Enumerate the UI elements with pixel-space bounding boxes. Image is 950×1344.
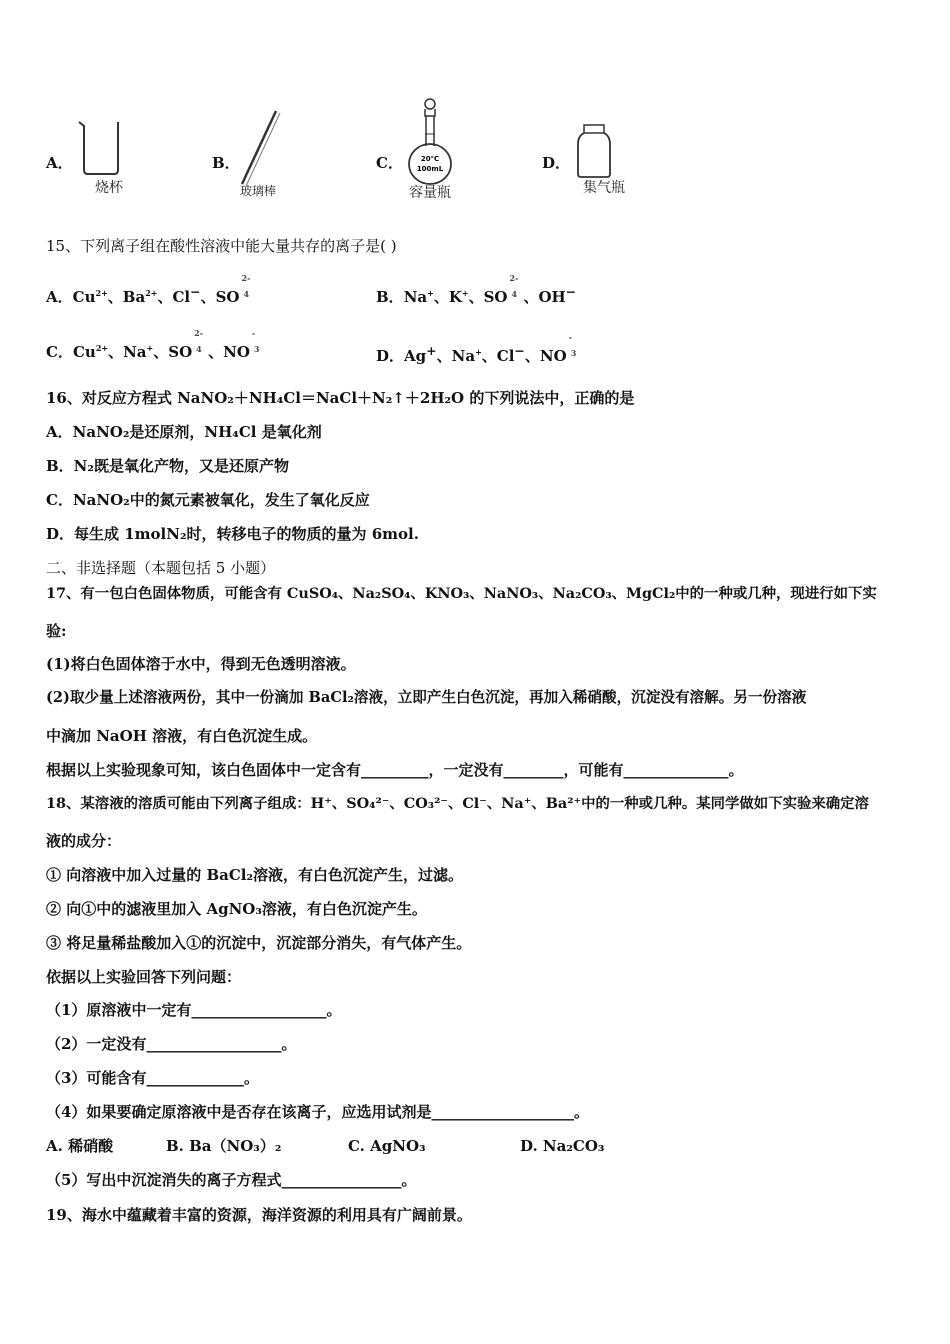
q16-option-d: D．每生成 1molN₂时，转移电子的物质的量为 6mol. (46, 525, 419, 543)
gas-jar-icon (574, 122, 614, 180)
q18-step2: ② 向①中的滤液里加入 AgNO₃溶液，有白色沉淀产生。 (46, 900, 427, 918)
flask-temperature-label: 20℃ (420, 155, 440, 163)
q18-sub5: （5）写出中沉淀消失的离子方程式________________。 (46, 1171, 417, 1189)
q16-option-c: C．NaNO₂中的氮元素被氧化，发生了氧化反应 (46, 491, 370, 509)
q18-line1: 18、某溶液的溶质可能由下列离子组成：H⁺、SO₄²⁻、CO₃²⁻、Cl⁻、Na⁺、Ba²⁺中的一种或几种。某同学做如下实验来确定溶 (46, 795, 869, 812)
beaker-caption: 烧杯 (95, 180, 123, 196)
glass-rod-icon (236, 108, 286, 188)
option-a-letter: A． (46, 154, 73, 172)
q15-option-b: B．Na+、K+、SO 2- 4 、OH− (376, 273, 577, 306)
gas-jar-caption: 集气瓶 (583, 180, 625, 196)
q18-sub1: （1）原溶液中一定有__________________。 (46, 1001, 342, 1019)
q17-step2a: (2)取少量上述溶液两份，其中一份滴加 BaCl₂溶液，立即产生白色沉淀，再加入稀硝酸，沉淀没有溶解。另一份溶液 (46, 689, 807, 706)
q17-conclusion: 根据以上实验现象可知，该白色固体中一定含有_________，一定没有________，可能有______________。 (46, 761, 744, 779)
q18-option-d: D. Na₂CO₃ (520, 1137, 605, 1155)
q18-option-b: B. Ba（NO₃）₂ (166, 1137, 282, 1155)
option-c-letter: C． (376, 154, 403, 172)
q18-sub2: （2）一定没有__________________。 (46, 1035, 297, 1053)
q18-prompt: 依据以上实验回答下列问题： (46, 968, 242, 986)
q17-step2b: 中滴加 NaOH 溶液，有白色沉淀生成。 (46, 727, 318, 745)
q17-line2: 验: (46, 622, 67, 640)
q15-option-c: C．$Cu^{2+}$、Na+、SO 2- 4 、NO - 3 (46, 328, 260, 361)
q16-stem: 16、对反应方程式 NaNO₂＋NH₄Cl＝NaCl＋N₂↑＋2H₂O 的下列说法中，正确的是 (46, 389, 635, 407)
q16-option-b: B．N₂既是氧化产物，又是还原产物 (46, 457, 289, 475)
q15-option-d: D．Ag+、Na+、Cl−、NO - 3 (376, 332, 577, 365)
q18-step1: ① 向溶液中加入过量的 BaCl₂溶液，有白色沉淀产生，过滤。 (46, 866, 464, 884)
q18-sub4: （4）如果要确定原溶液中是否存在该离子，应选用试剂是___________________。 (46, 1103, 589, 1121)
q19-stem: 19、海水中蕴藏着丰富的资源，海洋资源的利用具有广阔前景。 (46, 1206, 472, 1224)
q15-stem: 15、下列离子组在酸性溶液中能大量共存的离子是( ) (46, 237, 397, 255)
q17-line1: 17、有一包白色固体物质，可能含有 CuSO₄、Na₂SO₄、KNO₃、NaNO₃、Na₂CO₃、MgCl₂中的一种或几种，现进行如下实 (46, 585, 877, 602)
q18-option-c: C. AgNO₃ (348, 1137, 426, 1155)
q17-step1: (1)将白色固体溶于水中，得到无色透明溶液。 (46, 655, 356, 673)
q16-option-a: A．NaNO₂是还原剂，NH₄Cl 是氧化剂 (46, 423, 322, 441)
volumetric-flask-icon (404, 96, 456, 188)
flask-caption: 容量瓶 (409, 185, 451, 201)
option-d-letter: D． (542, 154, 571, 172)
q18-sub3: （3）可能含有_____________。 (46, 1069, 259, 1087)
q18-line2: 液的成分： (46, 832, 122, 850)
q15-option-a: A．$Cu^{2+}$、$Ba^{2+}$、Cl−、SO 2- 4 (46, 273, 251, 306)
section-heading: 二、非选择题（本题包括 5 小题） (46, 559, 276, 577)
q18-option-a: A. 稀硝酸 (46, 1137, 114, 1155)
glass-rod-caption: 玻璃棒 (240, 184, 277, 198)
beaker-icon (76, 118, 126, 178)
q18-step3: ③ 将足量稀盐酸加入①的沉淀中，沉淀部分消失，有气体产生。 (46, 934, 472, 952)
flask-volume-label: 100mL (416, 165, 444, 173)
option-b-letter: B． (212, 154, 240, 172)
